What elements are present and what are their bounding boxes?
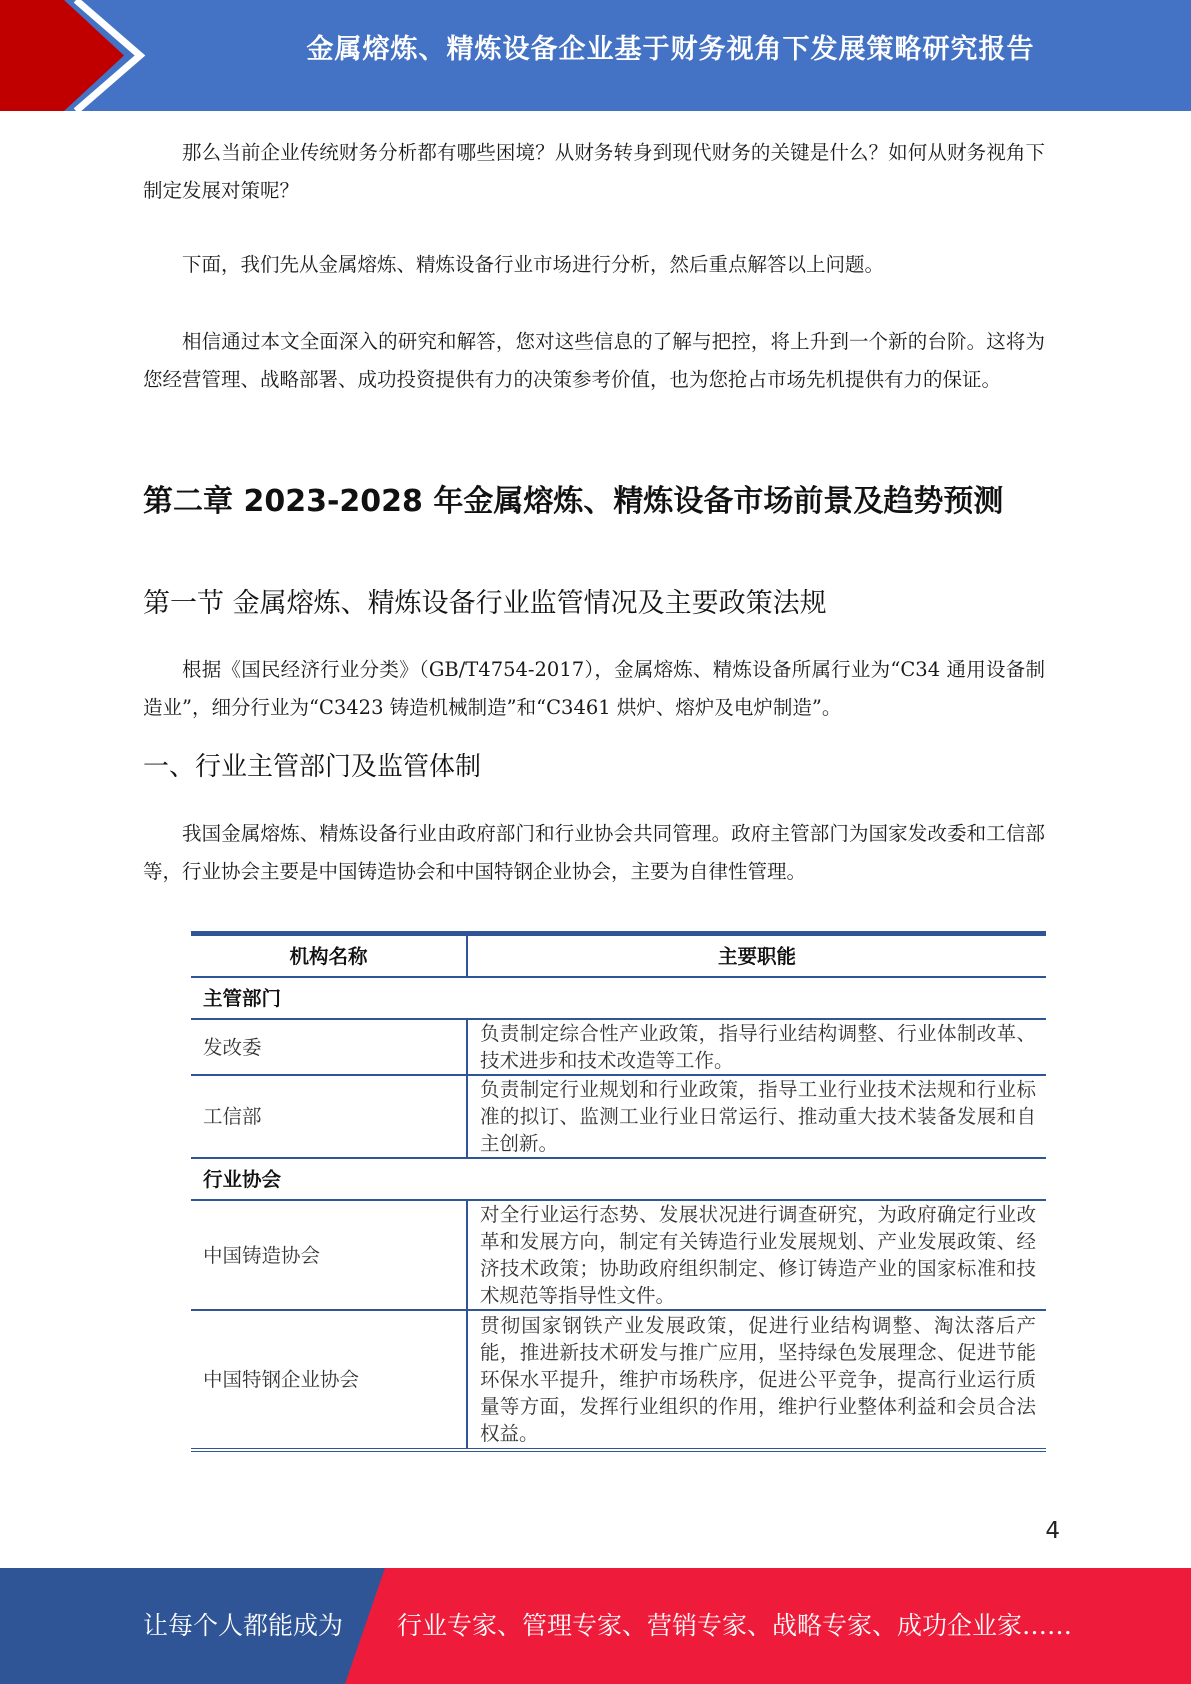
group-label: 主管部门 xyxy=(191,977,1046,1019)
subsection-paragraph: 我国金属熔炼、精炼设备行业由政府部门和行业协会共同管理。政府主管部门为国家发改委和工信部等，行业协会主要是中国铸造协会和中国特钢企业协会，主要为自律性管理。 xyxy=(143,822,1045,883)
table-group-row xyxy=(191,1158,1046,1200)
table-header-row xyxy=(191,936,1046,977)
column-header-name: 机构名称 xyxy=(191,936,467,977)
institution-name: 中国特钢企业协会 xyxy=(191,1310,467,1448)
institution-table xyxy=(191,931,1046,1452)
section-paragraph: 根据《国民经济行业分类》（GB/T4754-2017），金属熔炼、精炼设备所属行业为“C34 通用设备制造业”，细分行业为“C3423 铸造机械制造”和“C3461 烘炉、熔炉及电炉制造”。 xyxy=(143,658,1045,719)
subsection-title: 一、行业主管部门及监管体制 xyxy=(143,752,482,782)
section-title: 第一节 金属熔炼、精炼设备行业监管情况及主要政策法规 xyxy=(143,588,827,619)
table-row xyxy=(191,1019,1046,1075)
footer-slogan-right: 行业专家、管理专家、营销专家、战略专家、成功企业家…… xyxy=(397,1611,1073,1640)
institution-function: 对全行业运行态势、发展状况进行调查研究，为政府确定行业改革和发展方向，制定有关铸造行业发展规划、产业发展政策、经济技术政策；协助政府组织制定、修订铸造产业的国家标准和技术规范等指导性文件。 xyxy=(467,1200,1046,1310)
chevron-arrow-icon xyxy=(0,0,160,111)
footer-slogan-left: 让每个人都能成为 xyxy=(143,1611,344,1640)
table-group-row xyxy=(191,977,1046,1019)
institution-function: 贯彻国家钢铁产业发展政策，促进行业结构调整、淘汰落后产能，推进新技术研发与推广应用，坚持绿色发展理念、促进节能环保水平提升，维护市场秩序，促进公平竞争，提高行业运行质量等方面，发挥行业组织的作用，维护行业整体利益和会员合法权益。 xyxy=(480,1314,1036,1445)
page-number: 4 xyxy=(1045,1518,1060,1544)
institution-name: 发改委 xyxy=(191,1019,467,1075)
institution-name: 工信部 xyxy=(191,1075,467,1158)
intro-paragraph-3: 相信通过本文全面深入的研究和解答，您对这些信息的了解与把控，将上升到一个新的台阶。这将为您经营管理、战略部署、成功投资提供有力的决策参考价值，也为您抢占市场先机提供有力的保证。 xyxy=(143,330,1045,391)
institution-function: 负责制定行业规划和行业政策，指导工业行业技术法规和行业标准的拟订、监测工业行业日常运行、推动重大技术装备发展和自主创新。 xyxy=(467,1075,1046,1158)
report-title: 金属熔炼、精炼设备企业基于财务视角下发展策略研究报告 xyxy=(306,34,1035,65)
intro-paragraph-2: 下面，我们先从金属熔炼、精炼设备行业市场进行分析，然后重点解答以上问题。 xyxy=(182,253,885,276)
column-header-function: 主要职能 xyxy=(467,936,1046,977)
institution-function: 负责制定综合性产业政策，指导行业结构调整、行业体制改革、技术进步和技术改造等工作。 xyxy=(467,1019,1046,1075)
chapter-title: 第二章 2023-2028 年金属熔炼、精炼设备市场前景及趋势预测 xyxy=(143,484,1004,519)
table-row xyxy=(191,1310,1046,1448)
table-row xyxy=(191,1200,1046,1310)
intro-paragraph-1: 那么当前企业传统财务分析都有哪些困境？从财务转身到现代财务的关键是什么？如何从财务视角下制定发展对策呢？ xyxy=(143,141,1045,202)
institution-name: 中国铸造协会 xyxy=(191,1200,467,1310)
header-banner xyxy=(0,0,1191,111)
group-label: 行业协会 xyxy=(191,1158,1046,1200)
table-row xyxy=(191,1075,1046,1158)
footer-banner xyxy=(0,1568,1191,1684)
